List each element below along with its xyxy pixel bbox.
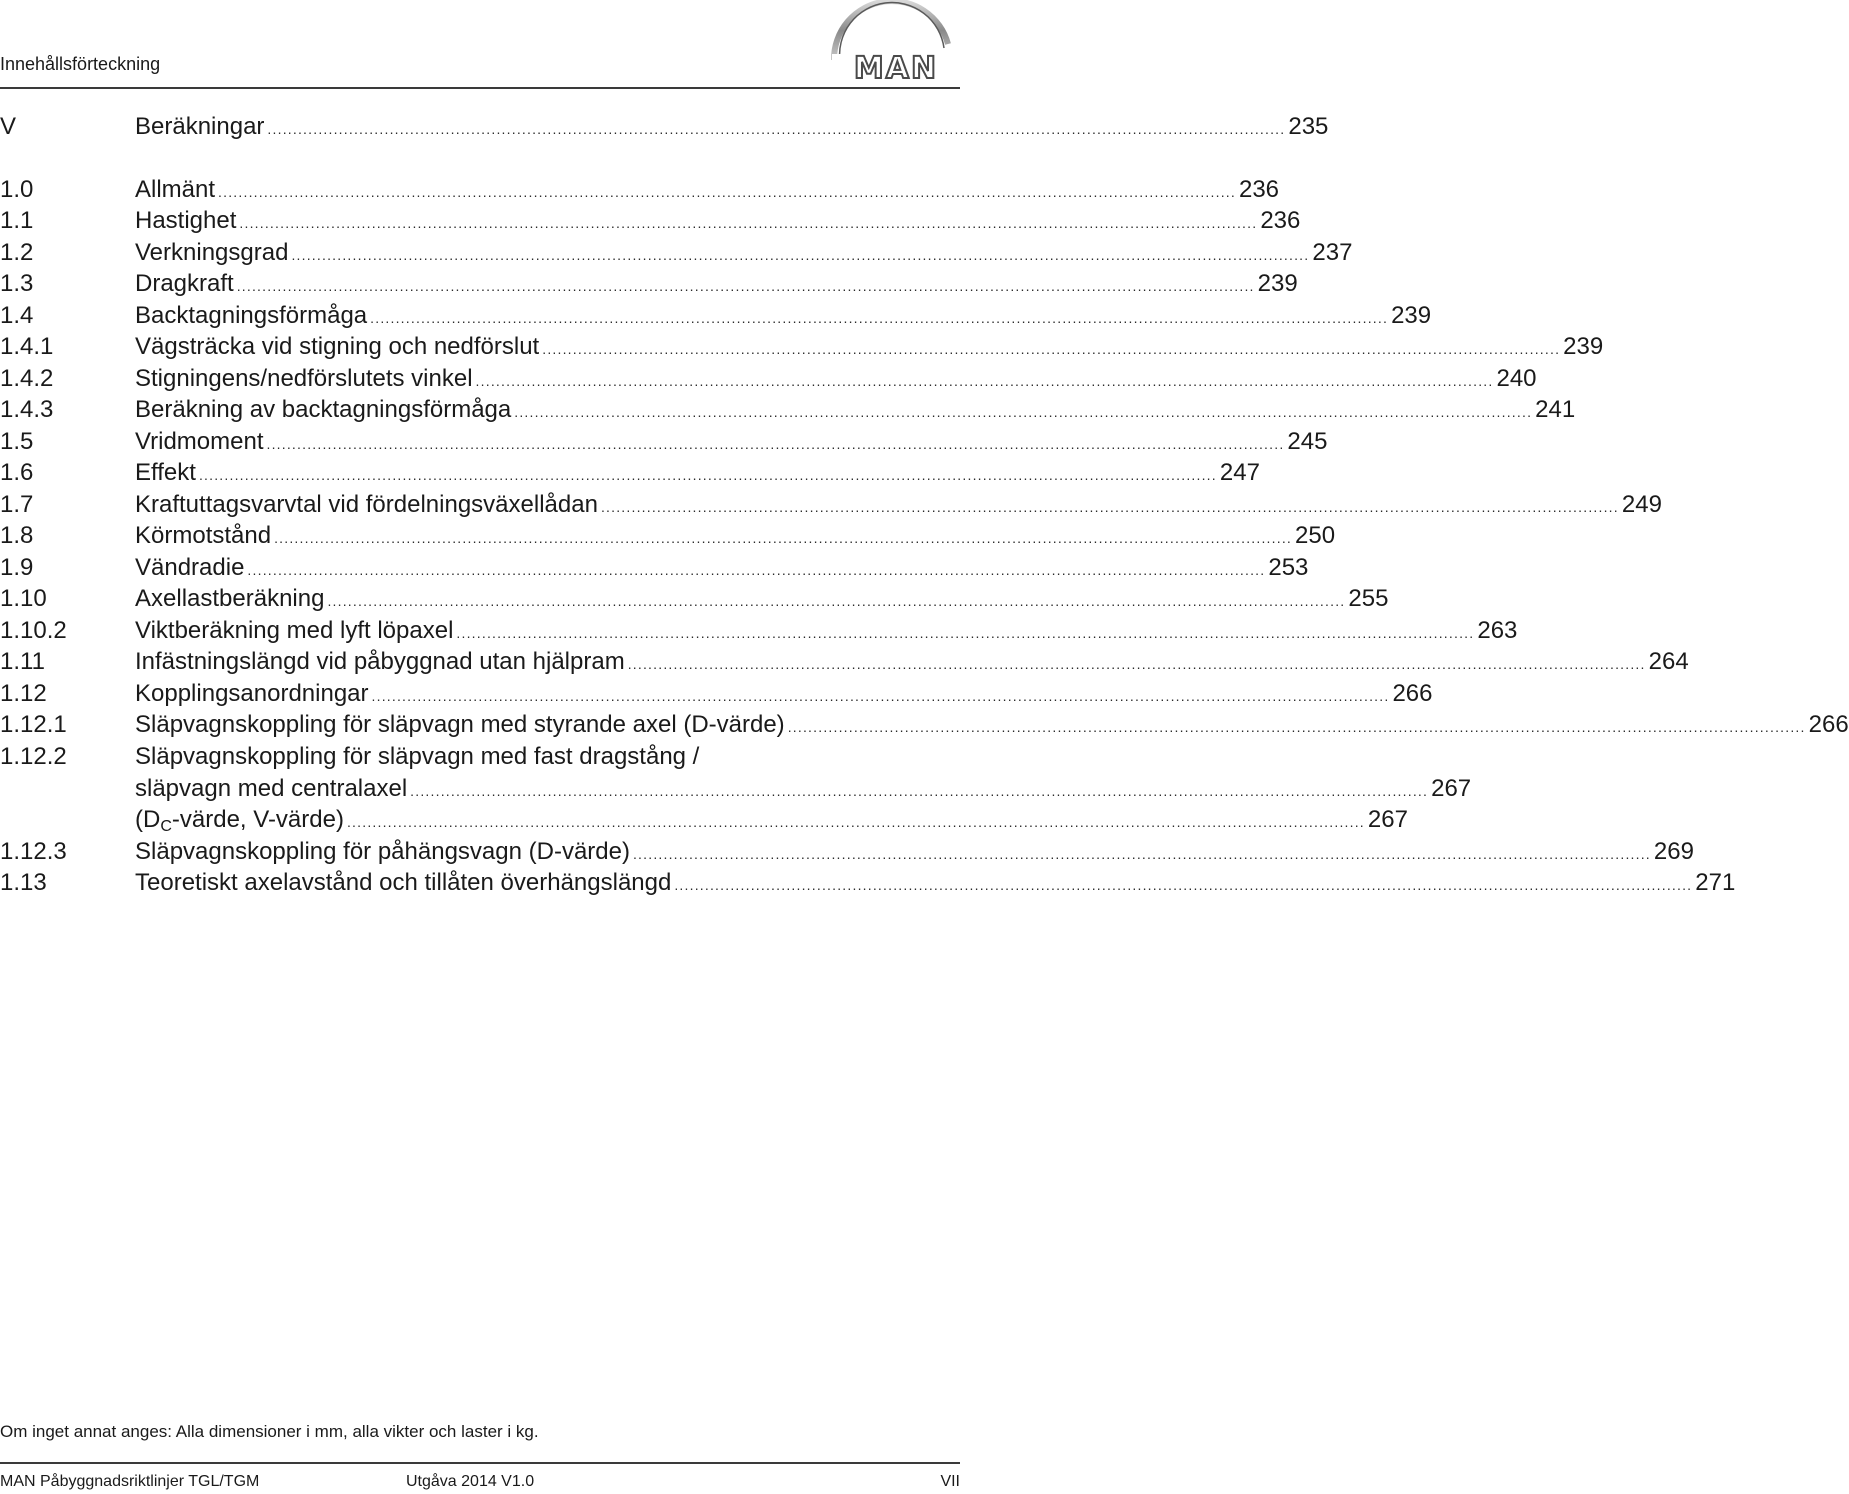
toc-dot-leader: ........................................................................................................................................................................................................ bbox=[456, 625, 1475, 641]
toc-entry-title-subscript: C bbox=[160, 818, 172, 835]
toc-entry[interactable] bbox=[0, 457, 1260, 488]
toc-entry-page: 267 bbox=[1367, 806, 1408, 833]
toc-dot-leader: ........................................................................................................................................................................................................ bbox=[327, 593, 1346, 609]
toc-entry-title: Släpvagnskoppling för släpvagn med styrande axel (D-värde) bbox=[135, 711, 785, 738]
toc-dot-leader: ........................................................................................................................................................................................................ bbox=[632, 846, 1651, 862]
toc-entry-page: 236 bbox=[1260, 207, 1301, 234]
toc-entry[interactable] bbox=[0, 331, 1604, 362]
toc-dot-leader: ........................................................................................................................................................................................................ bbox=[218, 184, 1236, 200]
toc-entry-number: 1.10 bbox=[0, 585, 47, 612]
toc-entry-page: 266 bbox=[1808, 711, 1849, 738]
toc-entry-title: Kopplingsanordningar bbox=[135, 680, 369, 707]
toc-entry[interactable] bbox=[0, 678, 1433, 709]
toc-entry-number: 1.12.2 bbox=[0, 743, 67, 770]
header-divider bbox=[0, 87, 960, 89]
toc-dot-leader: ........................................................................................................................................................................................................ bbox=[514, 404, 1533, 420]
toc-entry[interactable] bbox=[0, 836, 1694, 867]
toc-entry[interactable] bbox=[0, 426, 1328, 457]
section-label: Innehållsförteckning bbox=[0, 54, 161, 74]
toc-dot-leader: ........................................................................................................................................................................................................ bbox=[346, 814, 1365, 830]
toc-entry-title: Verkningsgrad bbox=[135, 239, 289, 266]
footnote: Om inget annat anges: Alla dimensioner i mm, alla vikter och laster i kg. bbox=[0, 1422, 539, 1441]
toc-entry-page: 253 bbox=[1268, 554, 1309, 581]
toc-entry[interactable] bbox=[0, 646, 1689, 677]
toc-entry-title: Körmotstånd bbox=[135, 522, 272, 549]
toc-dot-leader: ........................................................................................................................................................................................................ bbox=[674, 877, 1693, 893]
toc-entry-page: 239 bbox=[1563, 333, 1604, 360]
toc-entry-title: Backtagningsförmåga bbox=[135, 302, 368, 329]
toc-dot-leader: ........................................................................................................................................................................................................ bbox=[239, 215, 1258, 231]
toc-entry-number: 1.7 bbox=[0, 491, 34, 518]
toc-dot-leader: ........................................................................................................................................................................................................ bbox=[370, 310, 1389, 326]
toc-dot-leader: ........................................................................................................................................................................................................ bbox=[247, 562, 1266, 578]
toc-entry-page: 240 bbox=[1496, 365, 1537, 392]
toc-entry-number: 1.4.1 bbox=[0, 333, 54, 360]
toc-entry-page: 247 bbox=[1219, 459, 1260, 486]
toc-entry-number: 1.11 bbox=[0, 648, 45, 675]
toc-entry-title: Stigningens/nedförslutets vinkel bbox=[135, 365, 473, 392]
toc-dot-leader: ........................................................................................................................................................................................................ bbox=[600, 499, 1619, 515]
footer-edition: Utgåva 2014 V1.0 bbox=[406, 1473, 535, 1490]
toc-entry-page: 241 bbox=[1535, 396, 1576, 423]
toc-entry-number: 1.10.2 bbox=[0, 617, 67, 644]
toc-entry-title-suffix: -värde, V-värde) bbox=[171, 806, 344, 833]
toc-entry-title: Släpvagnskoppling för släpvagn med fast dragstång / bbox=[135, 743, 700, 770]
toc-entry[interactable] bbox=[0, 709, 1849, 740]
toc-entry-number: 1.0 bbox=[0, 176, 34, 203]
toc-entry-page: 264 bbox=[1648, 648, 1689, 675]
toc-dot-leader: ........................................................................................................................................................................................................ bbox=[198, 467, 1217, 483]
toc-entry-title: Allmänt bbox=[135, 176, 216, 203]
toc-entry[interactable] bbox=[0, 363, 1537, 394]
toc-dot-leader: ........................................................................................................................................................................................................ bbox=[266, 436, 1285, 452]
toc-entry-number: 1.9 bbox=[0, 554, 34, 581]
toc-chapter-entry[interactable] bbox=[0, 111, 1329, 142]
footer-divider bbox=[0, 1462, 960, 1464]
toc-dot-leader: ........................................................................................................................................................................................................ bbox=[371, 688, 1390, 704]
toc-entry-number: 1.2 bbox=[0, 239, 34, 266]
toc-entry[interactable] bbox=[0, 205, 1301, 236]
toc-entry-page: 235 bbox=[1288, 113, 1329, 140]
toc-dot-leader: ........................................................................................................................................................................................................ bbox=[291, 247, 1310, 263]
toc-entry-number: 1.12 bbox=[0, 680, 47, 707]
toc-entry[interactable] bbox=[0, 268, 1298, 299]
toc-entry-title: Kraftuttagsvarvtal vid fördelningsväxellådan bbox=[135, 491, 598, 518]
toc-entry[interactable] bbox=[0, 741, 934, 772]
toc-dot-leader: ........................................................................................................................................................................................................ bbox=[274, 530, 1293, 546]
toc-entry-title: Viktberäkning med lyft löpaxel bbox=[135, 617, 454, 644]
toc-entry-page: 250 bbox=[1295, 522, 1336, 549]
toc-entry[interactable] bbox=[0, 615, 1518, 646]
toc-entry[interactable] bbox=[0, 174, 1280, 205]
toc-entry-title: Vändradie bbox=[135, 554, 245, 581]
toc-entry[interactable] bbox=[0, 237, 1353, 268]
svg-text:MAN: MAN bbox=[853, 51, 939, 86]
toc-entry-page: 245 bbox=[1287, 428, 1328, 455]
toc-entry-page: 255 bbox=[1348, 585, 1389, 612]
toc-entry[interactable] bbox=[0, 520, 1336, 551]
toc-entry-title: Infästningslängd vid påbyggnad utan hjälpram bbox=[135, 648, 625, 675]
toc-entry-title: Beräkningar bbox=[135, 113, 265, 140]
toc-dot-leader: ........................................................................................................................................................................................................ bbox=[787, 719, 1806, 735]
toc-entry-title: Hastighet bbox=[135, 207, 237, 234]
toc-entry-title: Släpvagnskoppling för påhängsvagn (D-värde) bbox=[135, 838, 630, 865]
toc-entry-title: Axellastberäkning bbox=[135, 585, 325, 612]
toc-entry[interactable] bbox=[0, 394, 1576, 425]
toc-entry-number: 1.12.1 bbox=[0, 711, 67, 738]
toc-entry-number: 1.4 bbox=[0, 302, 34, 329]
toc-dot-leader: ........................................................................................................................................................................................................ bbox=[267, 121, 1286, 137]
toc-entry-title: släpvagn med centralaxel bbox=[135, 775, 408, 802]
footer-document-title: MAN Påbyggnadsriktlinjer TGL/TGM bbox=[0, 1473, 260, 1490]
toc-entry-number: 1.3 bbox=[0, 270, 34, 297]
toc-entry-title: Teoretiskt axelavstånd och tillåten överhängslängd bbox=[135, 869, 672, 896]
toc-entry[interactable] bbox=[0, 804, 1408, 835]
toc-entry-page: 239 bbox=[1391, 302, 1432, 329]
toc-entry-page: 249 bbox=[1621, 491, 1662, 518]
toc-entry-title: Effekt bbox=[135, 459, 196, 486]
toc-entry-number: 1.12.3 bbox=[0, 838, 67, 865]
toc-entry-page: 263 bbox=[1477, 617, 1518, 644]
toc-entry-title: Vägsträcka vid stigning och nedförslut bbox=[135, 333, 540, 360]
toc-entry-number: 1.4.3 bbox=[0, 396, 54, 423]
toc-entry-title: Vridmoment bbox=[135, 428, 264, 455]
toc-entry-page: 239 bbox=[1257, 270, 1298, 297]
toc-entry-page: 267 bbox=[1431, 775, 1472, 802]
toc-dot-leader: ........................................................................................................................................................................................................ bbox=[475, 373, 1494, 389]
toc-entry-title-prefix: (D bbox=[135, 806, 161, 833]
toc-entry[interactable] bbox=[0, 300, 1432, 331]
toc-entry-title: Dragkraft bbox=[135, 270, 234, 297]
toc-entry[interactable] bbox=[0, 773, 1472, 804]
toc-dot-leader: ........................................................................................................................................................................................................ bbox=[410, 783, 1429, 799]
toc-entry[interactable] bbox=[0, 552, 1309, 583]
toc-dot-leader: ........................................................................................................................................................................................................ bbox=[542, 341, 1561, 357]
toc-entry-page: 266 bbox=[1392, 680, 1433, 707]
toc-entry-title: Beräkning av backtagningsförmåga bbox=[135, 396, 512, 423]
toc-entry-number: 1.13 bbox=[0, 869, 47, 896]
toc-entry-number: V bbox=[0, 113, 17, 140]
toc-entry-number: 1.4.2 bbox=[0, 365, 54, 392]
toc-entry-page: 236 bbox=[1238, 176, 1280, 203]
toc-entry-number: 1.6 bbox=[0, 459, 34, 486]
toc-entry[interactable] bbox=[0, 867, 1736, 898]
toc-entry-number: 1.5 bbox=[0, 428, 34, 455]
toc-entry-number: 1.1 bbox=[0, 207, 34, 234]
toc-entry[interactable] bbox=[0, 489, 1662, 520]
footer-page-number: VII bbox=[940, 1473, 960, 1490]
toc-entry[interactable] bbox=[0, 583, 1389, 614]
toc-dot-leader: ........................................................................................................................................................................................................ bbox=[627, 656, 1646, 672]
toc-entry-page: 269 bbox=[1653, 838, 1694, 865]
toc-entry-page: 271 bbox=[1695, 869, 1736, 896]
toc-entry-number: 1.8 bbox=[0, 522, 34, 549]
toc-dot-leader: ........................................................................................................................................................................................................ bbox=[236, 278, 1255, 294]
man-logo bbox=[820, 0, 960, 84]
toc-entry-page: 237 bbox=[1312, 239, 1353, 266]
